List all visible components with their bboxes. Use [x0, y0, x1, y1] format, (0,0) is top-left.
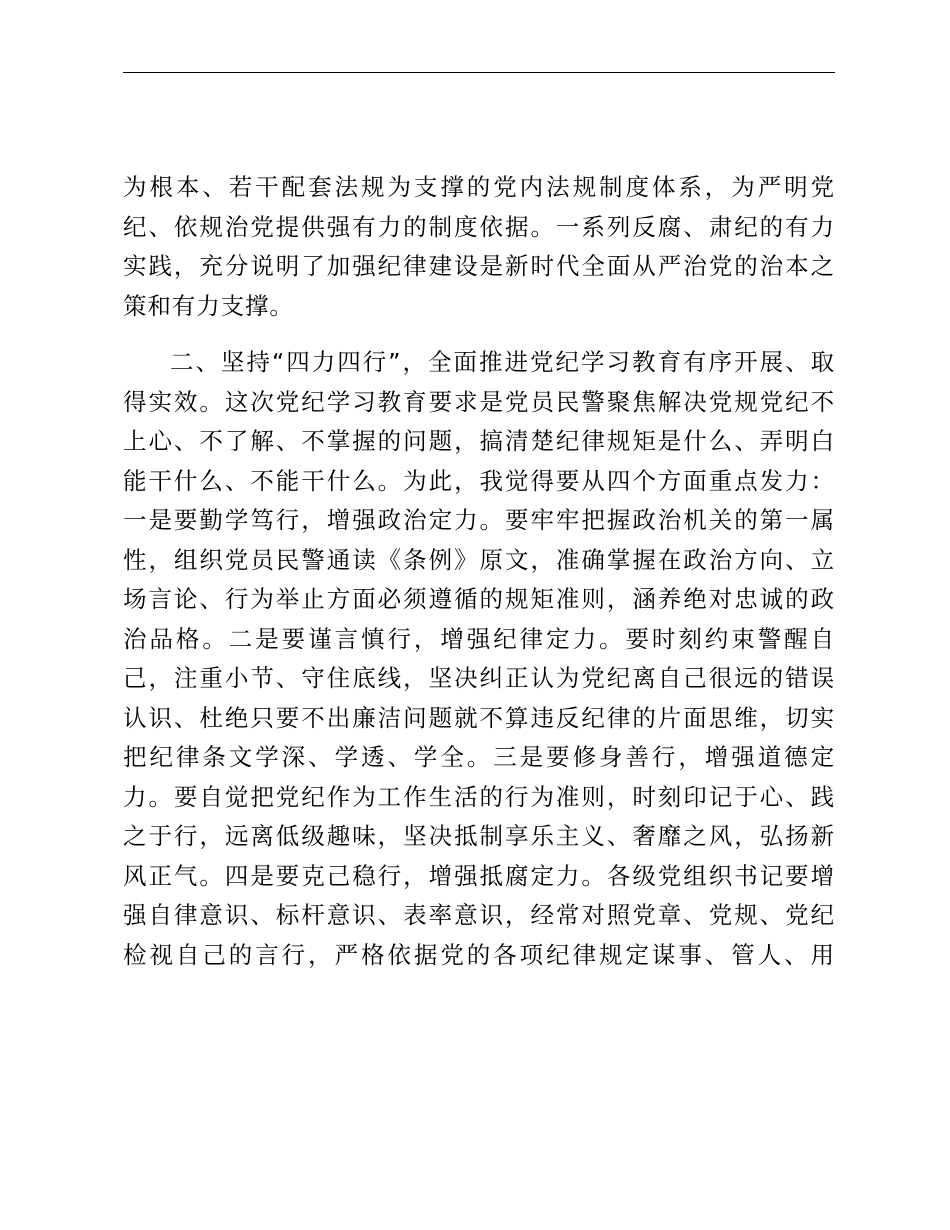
paragraph-2	[123, 343, 835, 975]
paragraph-2-line: 风正气。四是要克己稳行，增强抵腐定力。各级党组织书记要增	[123, 861, 835, 890]
paragraph-1-line: 策和有力支撑。	[123, 291, 294, 320]
paragraph-2-line: 之于行，远离低级趣味，坚决抵制享乐主义、奢靡之风，弘扬新	[123, 822, 835, 850]
paragraph-2-line: 二、坚持“四力四行”，全面推进党纪学习教育有序开展、取	[170, 348, 835, 376]
paragraph-gap	[123, 326, 835, 343]
page-body	[123, 168, 835, 975]
paragraph-2-line: 检视自己的言行，严格依据党的各项纪律规定谋事、管人、用	[123, 940, 835, 969]
paragraph-2-line: 把纪律条文学深、学透、学全。三是要修身善行，增强道德定	[123, 743, 835, 771]
paragraph-2-line: 一是要勤学笃行，增强政治定力。要牢牢把握政治机关的第一属	[123, 506, 835, 534]
paragraph-2-line: 强自律意识、标杆意识、表率意识，经常对照党章、党规、党纪	[123, 901, 835, 929]
paragraph-2-line: 场言论、行为举止方面必须遵循的规矩准则，涵养绝对忠诚的政	[123, 585, 835, 613]
paragraph-2-line: 得实效。这次党纪学习教育要求是党员民警聚焦解决党规党纪不	[123, 387, 835, 416]
paragraph-1-line: 为根本、若干配套法规为支撑的党内法规制度体系，为严明党	[123, 173, 835, 201]
paragraph-2-line: 能干什么、不能干什么。为此，我觉得要从四个方面重点发力：	[123, 466, 835, 495]
header-rule	[123, 72, 835, 73]
paragraph-2-line: 力。要自觉把党纪作为工作生活的行为准则，时刻印记于心、践	[123, 782, 835, 811]
paragraph-1-line: 实践，充分说明了加强纪律建设是新时代全面从严治党的治本之	[123, 252, 835, 280]
paragraph-2-line: 性，组织党员民警通读《条例》原文，准确掌握在政治方向、立	[123, 545, 835, 574]
paragraph-2-line: 上心、不了解、不掌握的问题，搞清楚纪律规矩是什么、弄明白	[123, 427, 835, 455]
paragraph-1	[123, 168, 835, 326]
paragraph-2-line: 己，注重小节、守住底线，坚决纠正认为党纪离自己很远的错误	[123, 664, 835, 692]
paragraph-2-line: 治品格。二是要谨言慎行，增强纪律定力。要时刻约束警醒自	[123, 624, 835, 653]
paragraph-1-line: 纪、依规治党提供强有力的制度依据。一系列反腐、肃纪的有力	[123, 212, 835, 241]
paragraph-2-line: 认识、杜绝只要不出廉洁问题就不算违反纪律的片面思维，切实	[123, 703, 835, 732]
